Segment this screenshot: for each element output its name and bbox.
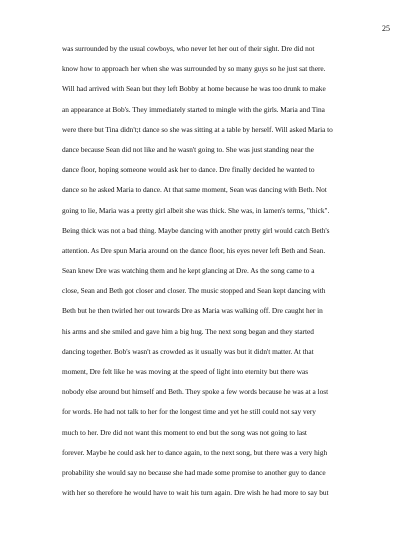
text-line: forever. Maybe he could ask her to dance again, to the next song, but there was a very high (62, 447, 328, 457)
body-text (62, 39, 392, 503)
text-line: close, Sean and Beth got closer and closer. The music stopped and Sean kept dancing with (62, 286, 326, 296)
text-line: with her so therefore he would have to wait his turn again. Dre wish he had more to say but (62, 488, 329, 498)
text-line: moment, Dre felt like he was moving at the speed of light into eternity but there was (62, 367, 309, 376)
text-line: for words. He had not talk to her for the longest time and yet he still could not say very (62, 407, 316, 417)
text-line: know how to approach her when she was surrounded by so many guys so he just sat there. (62, 64, 326, 74)
text-line: going to lie, Maria was a pretty girl albeit she was thick. She was, in lamen's terms, "thick". (62, 205, 330, 215)
text-line: dance so he asked Maria to dance. At that same moment, Sean was dancing with Beth. Not (62, 185, 327, 195)
text-line: Beth but he then twirled her out towards Dre as Maria was walking off. Dre caught her in (62, 306, 323, 316)
text-line: Being thick was not a bad thing. Maybe dancing with another pretty girl would catch Beth's (62, 225, 330, 235)
text-line: dance because Sean did not like and he wasn't going to. She was just standing near the (62, 144, 314, 154)
text-line: were there but Tina didn't;t dance so she was sitting at a table by herself. Will asked Maria to (62, 124, 333, 134)
text-line: his arms and she smiled and gave him a big hug. The next song began and they started (62, 326, 314, 336)
text-line: Will had arrived with Sean but they left Bobby at home because he was too drunk to make (62, 84, 326, 94)
text-line: dancing together. Bob's wasn't as crowded as it usually was but it didn't matter. At that (62, 346, 314, 356)
text-line: much to her. Dre did not want this moment to end but the song was not going to last (62, 427, 307, 437)
text-line: an appearance at Bob's. They immediately started to mingle with the girls. Maria and Tina (62, 104, 325, 114)
text-line: dance floor, hoping someone would ask her to dance. Dre finally decided he wanted to (62, 165, 315, 175)
text-line: Sean knew Dre was watching them and he kept glancing at Dre. As the song came to a (62, 266, 315, 276)
page-number: 25 (382, 24, 390, 33)
text-line: attention. As Dre spun Maria around on the dance floor, his eyes never left Beth and Sean. (62, 245, 326, 255)
text-line: probability she would say no because she had made some promise to another guy to dance (62, 467, 326, 477)
text-line: nobody else around but himself and Beth. They spoke a few words because he was at a lost (62, 387, 329, 397)
text-line: was surrounded by the usual cowboys, who never let her out of their sight. Dre did not (62, 44, 315, 53)
